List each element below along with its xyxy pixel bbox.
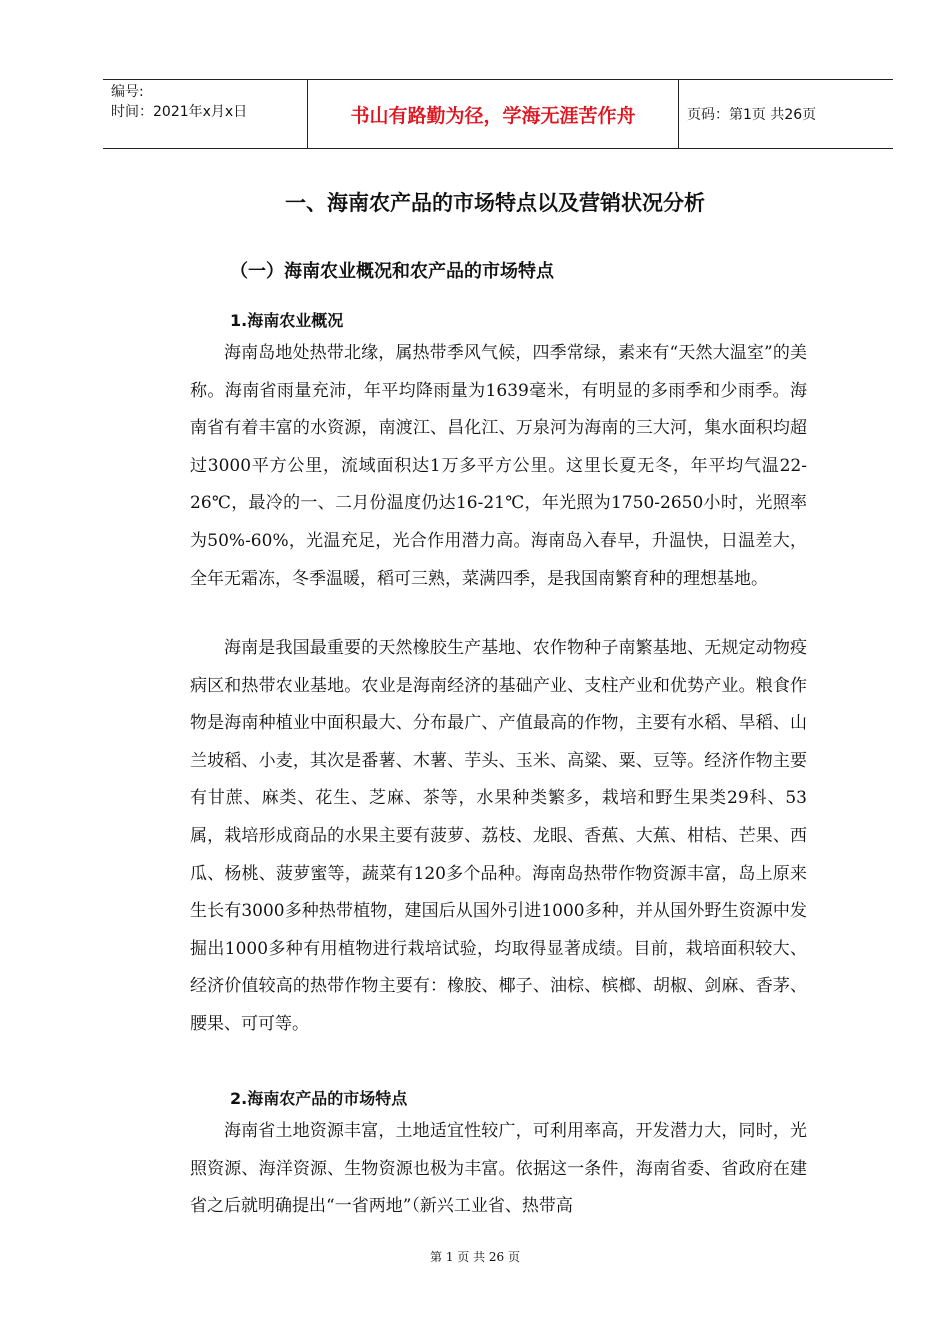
header-page-info: 页码：第1页 共26页	[687, 107, 817, 123]
document-number-label: 编号:	[111, 84, 144, 100]
page-header	[103, 79, 893, 149]
paragraph: 海南省土地资源丰富，土地适宜性较广，可利用率高，开发潜力大，同时，光照资源、海洋资源、生物资源也极为丰富。依据这一条件，海南省委、省政府在建省之后就明确提出“一省两地”（新兴工业省、热带高	[190, 1121, 807, 1217]
section-subtitle: （一）海南农业概况和农产品的市场特点	[230, 261, 554, 282]
document-date: 时间：2021年x月x日	[111, 104, 248, 120]
document-title: 一、海南农产品的市场特点以及营销状况分析	[285, 191, 705, 215]
header-motto: 书山有路勤为径，学海无涯苦作舟	[350, 104, 636, 127]
paragraph: 海南岛地处热带北缘，属热带季风气候，四季常绿，素来有“天然大温室”的美称。海南省雨量充沛，年平均降雨量为1639毫米，有明显的多雨季和少雨季。海南省有着丰富的水资源，南渡江、昌化江、万泉河为海南的三大河，集水面积均超过3000平方公里，流域面积达1万多平方公里。这里长夏无冬，年平均气温22-26℃，最冷的一、二月份温度仍达16-21℃，年光照为1750-2650小时，光照率为50%-60%，光温充足，光合作用潜力高。海南岛入春早，升温快，日温差大，全年无霜冻，冬季温暖，稻可三熟，菜满四季，是我国南繁育种的理想基地。	[190, 343, 807, 589]
header-divider	[678, 80, 679, 148]
page-footer: 第 1 页 共 26 页	[430, 1250, 520, 1264]
section-heading: 2.海南农产品的市场特点	[230, 1089, 408, 1108]
header-meta	[111, 80, 307, 148]
paragraph: 海南是我国最重要的天然橡胶生产基地、农作物种子南繁基地、无规定动物疫病区和热带农业基地。农业是海南经济的基础产业、支柱产业和优势产业。粮食作物是海南种植业中面积最大、分布最广、产值最高的作物，主要有水稻、旱稻、山兰坡稻、小麦，其次是番薯、木薯、芋头、玉米、高粱、粟、豆等。经济作物主要有甘蔗、麻类、花生、芝麻、茶等，水果种类繁多，栽培和野生果类29科、53属，栽培形成商品的水果主要有菠萝、荔枝、龙眼、香蕉、大蕉、柑桔、芒果、西瓜、杨桃、菠萝蜜等，蔬菜有120多个品种。海南岛热带作物资源丰富，岛上原来生长有3000多种热带植物，建国后从国外引进1000多种，并从国外野生资源中发掘出1000多种有用植物进行栽培试验，均取得显著成绩。目前，栽培面积较大、经济价值较高的热带作物主要有：橡胶、椰子、油棕、槟榔、胡椒、剑麻、香茅、腰果、可可等。	[190, 638, 807, 1034]
section-heading: 1.海南农业概况	[230, 311, 344, 330]
